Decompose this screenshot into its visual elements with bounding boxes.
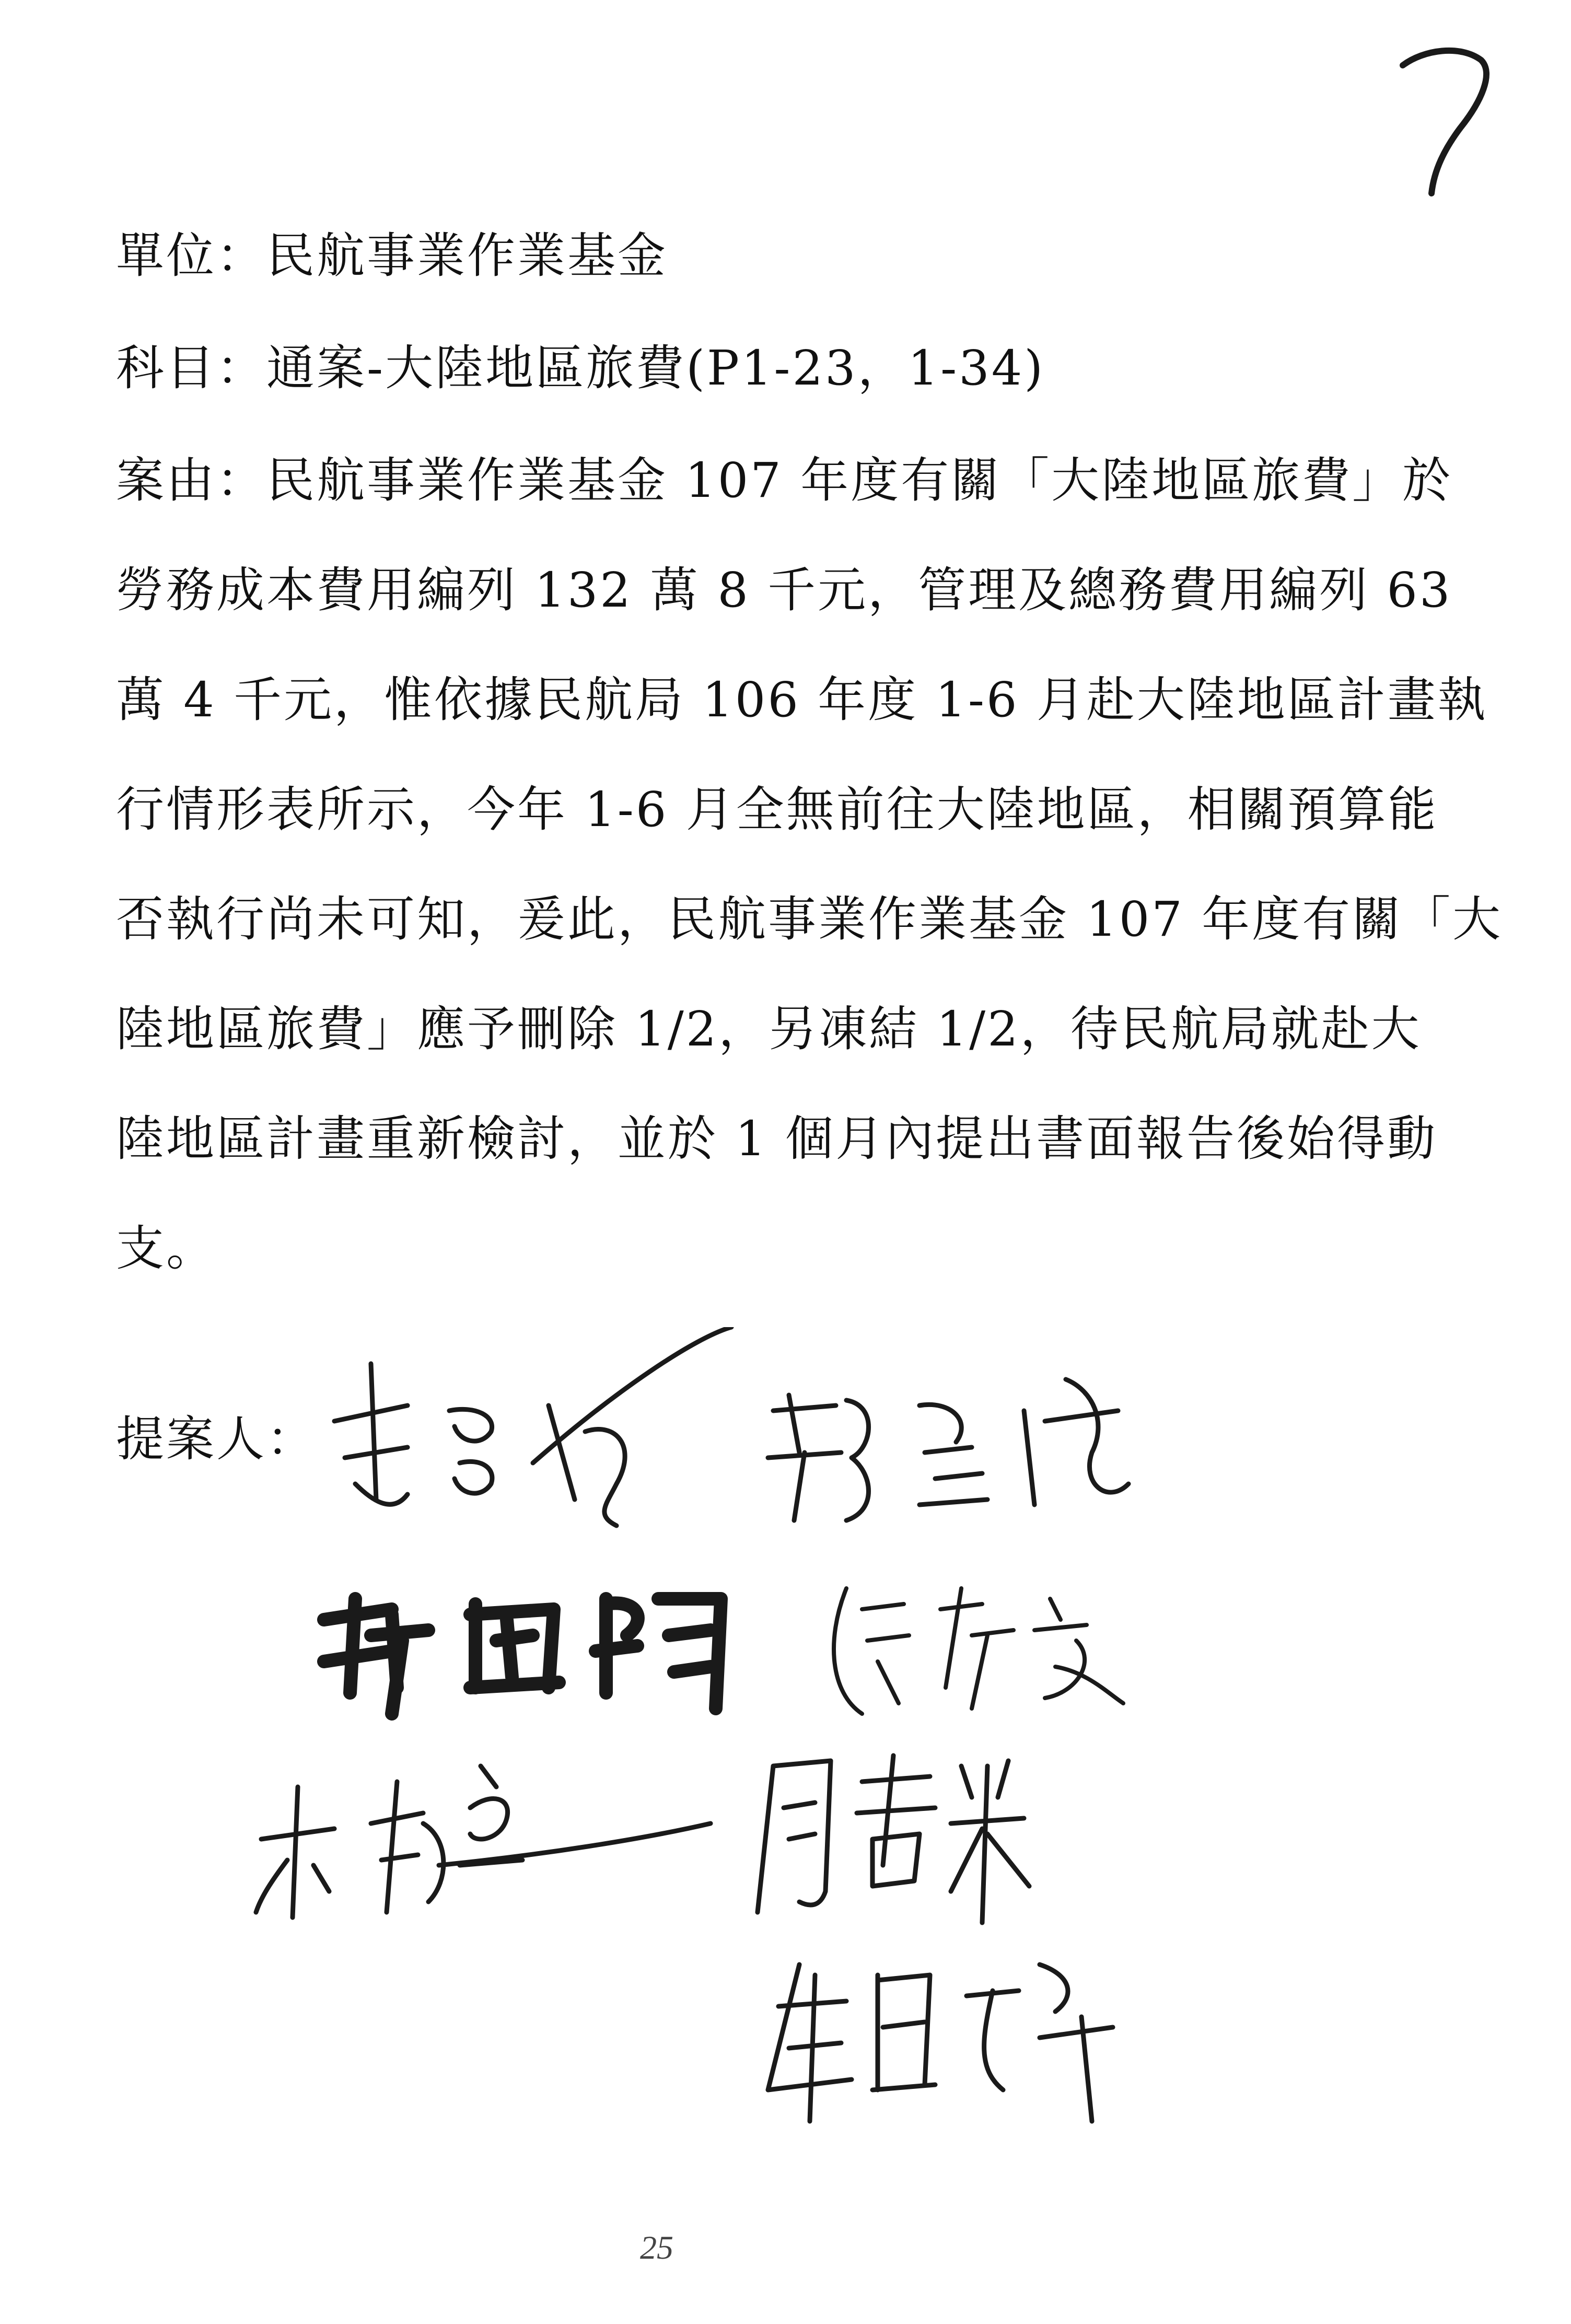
signature-2 xyxy=(752,1348,1149,1567)
body-line: 萬 4 千元，惟依據民航局 106 年度 1-6 月赴大陸地區計畫執 xyxy=(116,672,1488,728)
body-line: 陸地區計畫重新檢討，並於 1 個月內提出書面報告後始得動 xyxy=(116,1111,1438,1167)
signature-4 xyxy=(815,1557,1139,1729)
signature-1 xyxy=(303,1327,752,1547)
page-number: 25 xyxy=(640,2229,673,2266)
unit-line: 單位：民航事業作業基金 xyxy=(116,228,668,284)
proposer-label: 提案人： xyxy=(116,1411,317,1467)
body-line: 否執行尚未可知，爰此，民航事業作業基金 107 年度有關「大 xyxy=(116,891,1503,947)
handwritten-page-mark xyxy=(1382,29,1502,201)
body-line: 陸地區旅費」應予刪除 1/2，另凍結 1/2，待民航局就赴大 xyxy=(116,1001,1422,1057)
body-line: 勞務成本費用編列 132 萬 8 千元，管理及總務費用編列 63 xyxy=(116,562,1452,618)
body-line: 支。 xyxy=(116,1221,217,1276)
signature-3 xyxy=(313,1557,742,1729)
subject-line: 科目：通案-大陸地區旅費(P1-23，1-34) xyxy=(116,340,1045,396)
body-line: 案由：民航事業作業基金 107 年度有關「大陸地區旅費」於 xyxy=(116,452,1453,508)
signature-6 xyxy=(742,1735,1034,1933)
signature-5 xyxy=(251,1745,721,1944)
body-line: 行情形表所示，今年 1-6 月全無前往大陸地區，相關預算能 xyxy=(116,782,1438,838)
signature-7 xyxy=(758,1933,1155,2132)
